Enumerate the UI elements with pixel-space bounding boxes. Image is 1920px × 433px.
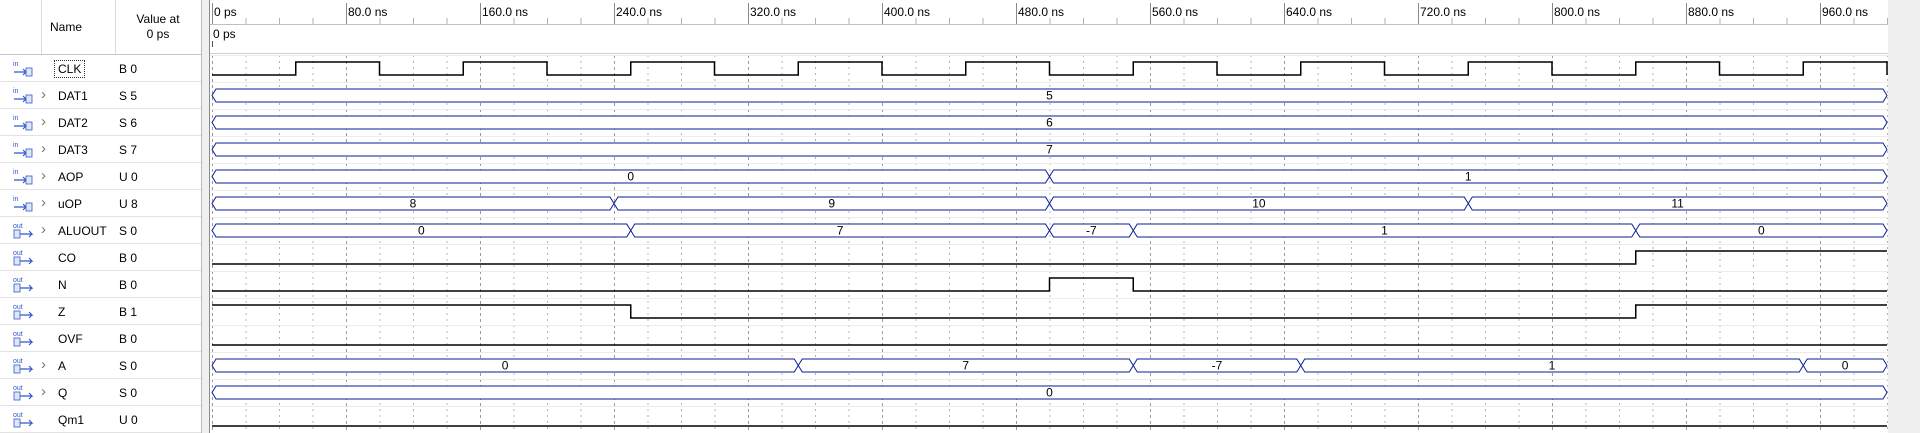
expand-chevron-icon[interactable]: ›	[41, 194, 46, 211]
waveform-dat1[interactable]	[212, 89, 1887, 103]
signal-value: S 0	[119, 224, 138, 238]
expand-chevron-icon[interactable]: ›	[41, 86, 46, 103]
svg-text:out: out	[13, 412, 23, 419]
bus-segment-value: -7	[1086, 223, 1097, 238]
svg-text:out: out	[13, 331, 23, 338]
ruler-tick-label: 560.0 ns	[1152, 5, 1199, 19]
signal-value: S 5	[119, 89, 138, 103]
expand-chevron-icon[interactable]: ›	[41, 167, 46, 184]
svg-text:in: in	[13, 196, 19, 203]
bus-segment-value: 0	[1841, 358, 1849, 373]
expand-chevron-icon[interactable]: ›	[41, 140, 46, 157]
input-pin-icon	[12, 140, 34, 159]
signal-value: B 1	[119, 305, 138, 319]
bus-segment-value: 0	[627, 169, 635, 184]
bus-segment-value: 0	[1046, 385, 1053, 400]
signal-value: S 0	[119, 359, 138, 373]
bus-segment-value: 0	[418, 223, 425, 238]
output-pin-icon	[12, 329, 34, 348]
signal-value: U 8	[119, 197, 138, 211]
svg-text:out: out	[13, 358, 23, 365]
signal-name: ALUOUT	[58, 224, 107, 238]
expand-chevron-icon[interactable]: ›	[41, 221, 46, 238]
waveform-clk[interactable]	[212, 62, 1887, 75]
wire-trace	[212, 251, 1887, 264]
svg-text:in: in	[13, 61, 19, 68]
ruler-tick-label: 400.0 ns	[884, 5, 931, 19]
ruler-tick-label: 80.0 ns	[348, 5, 388, 19]
waveform-uop[interactable]	[212, 197, 1887, 211]
svg-text:out: out	[13, 250, 23, 257]
signal-row-uop[interactable]	[0, 190, 201, 217]
bus-segment-value: 7	[1046, 142, 1053, 157]
wire-trace	[212, 305, 1887, 318]
cursor-time-label: 0 ps	[213, 27, 236, 41]
bus-segment-value: 8	[409, 196, 417, 211]
waveform-panel[interactable]	[209, 0, 1889, 433]
signal-value: S 7	[119, 143, 138, 157]
waveform-q[interactable]	[212, 386, 1887, 400]
signal-name: CO	[58, 251, 76, 265]
signal-row-aop[interactable]	[0, 163, 201, 190]
bus-segment-value: 9	[828, 196, 836, 211]
wire-trace	[212, 278, 1887, 291]
signal-name: N	[58, 278, 67, 292]
output-pin-icon	[12, 248, 34, 267]
waveform-dat3[interactable]	[212, 143, 1887, 157]
bus-segment-value: -7	[1211, 358, 1223, 373]
svg-text:in: in	[13, 142, 19, 149]
output-pin-icon	[12, 302, 34, 321]
signal-name: DAT3	[58, 143, 88, 157]
output-pin-icon	[12, 221, 34, 240]
signal-row-dat2[interactable]	[0, 109, 201, 136]
bus-segment-value: 5	[1046, 88, 1053, 103]
signal-row-n[interactable]	[0, 271, 201, 298]
column-divider[interactable]	[41, 0, 42, 54]
waveform-n[interactable]	[212, 278, 1887, 291]
value-column-header[interactable]	[118, 12, 198, 42]
svg-text:out: out	[13, 385, 23, 392]
input-pin-icon	[12, 167, 34, 186]
bus-segment-value: 1	[1464, 169, 1472, 184]
signal-row-z[interactable]	[0, 298, 201, 325]
svg-text:in: in	[13, 169, 19, 176]
name-column-header[interactable]: Name	[50, 20, 83, 34]
signal-name: A	[58, 359, 67, 373]
svg-text:in: in	[13, 115, 19, 122]
bus-segment-value: 0	[501, 358, 509, 373]
waveform-a[interactable]	[212, 359, 1887, 373]
clock-trace	[212, 62, 1887, 75]
signal-name: CLK	[58, 62, 82, 76]
ruler-tick-label: 720.0 ns	[1420, 5, 1467, 19]
signal-value: B 0	[119, 251, 138, 265]
output-pin-icon	[12, 356, 34, 375]
signal-name: Z	[58, 305, 66, 319]
bus-segment-value: 7	[836, 223, 844, 238]
signal-row-aluout[interactable]	[0, 217, 201, 244]
signal-name: OVF	[58, 332, 83, 346]
svg-text:out: out	[13, 223, 23, 230]
signal-row-clk[interactable]	[0, 55, 201, 82]
signal-name: AOP	[58, 170, 84, 184]
signal-name: Q	[58, 386, 68, 400]
signal-name: uOP	[58, 197, 83, 211]
input-pin-icon	[12, 86, 34, 105]
time-ruler[interactable]	[210, 0, 1889, 25]
ruler-tick-label: 640.0 ns	[1286, 5, 1333, 19]
value-column-header-label: Value at	[136, 12, 180, 26]
signal-row-dat3[interactable]	[0, 136, 201, 163]
ruler-tick-label: 880.0 ns	[1688, 5, 1735, 19]
ruler-tick-label: 800.0 ns	[1554, 5, 1601, 19]
signal-row-q[interactable]	[0, 379, 201, 406]
waveform-canvas[interactable]	[210, 0, 1889, 433]
signal-row-qm1[interactable]	[0, 406, 201, 433]
output-pin-icon	[12, 383, 34, 402]
signal-value: U 0	[119, 413, 138, 427]
signal-value: U 0	[119, 170, 138, 184]
input-pin-icon	[12, 113, 34, 132]
signal-value: B 0	[119, 278, 138, 292]
ruler-tick-label: 160.0 ns	[482, 5, 529, 19]
expand-chevron-icon[interactable]: ›	[41, 113, 46, 130]
waveform-z[interactable]	[212, 305, 1887, 318]
ruler-tick-label: 0 ps	[214, 5, 237, 19]
svg-text:out: out	[13, 277, 23, 284]
signal-row-a[interactable]	[0, 352, 201, 379]
bus-segment-value: 6	[1046, 115, 1053, 130]
signal-row-ovf[interactable]	[0, 325, 201, 352]
signal-row-dat1[interactable]	[0, 82, 201, 109]
output-pin-icon	[12, 275, 34, 294]
bus-segment-value: 1	[1548, 358, 1556, 373]
ruler-tick-label: 960.0 ns	[1822, 5, 1869, 19]
expand-chevron-icon[interactable]: ›	[41, 356, 46, 373]
signal-value: S 0	[119, 386, 138, 400]
ruler-tick-label: 240.0 ns	[616, 5, 663, 19]
svg-text:in: in	[13, 88, 19, 95]
input-pin-icon	[12, 59, 34, 78]
waveform-dat2[interactable]	[212, 116, 1887, 130]
ruler-tick-label: 320.0 ns	[750, 5, 797, 19]
bus-segment-value: 10	[1252, 196, 1266, 211]
signal-list-panel	[0, 0, 202, 433]
ruler-tick-label: 480.0 ns	[1018, 5, 1065, 19]
bus-segment-value: 7	[962, 358, 970, 373]
bus-segment-value: 11	[1671, 196, 1684, 211]
signal-name: DAT1	[58, 89, 88, 103]
svg-text:out: out	[13, 304, 23, 311]
signal-value: B 0	[119, 62, 138, 76]
output-pin-icon	[12, 410, 34, 429]
window-margin	[1888, 0, 1920, 433]
expand-chevron-icon[interactable]: ›	[41, 383, 46, 400]
column-divider[interactable]	[115, 0, 116, 54]
bus-segment-value: 0	[1758, 223, 1765, 238]
signal-row-co[interactable]	[0, 244, 201, 271]
signal-name: DAT2	[58, 116, 88, 130]
signal-value: B 0	[119, 332, 138, 346]
cursor-bar[interactable]	[210, 27, 1889, 54]
bus-segment-value: 1	[1381, 223, 1388, 238]
waveform-co[interactable]	[212, 251, 1887, 264]
signal-name: Qm1	[58, 413, 85, 427]
input-pin-icon	[12, 194, 34, 213]
time-grid	[210, 55, 1889, 433]
signal-value: S 6	[119, 116, 138, 130]
value-column-header-time: 0 ps	[146, 27, 170, 41]
